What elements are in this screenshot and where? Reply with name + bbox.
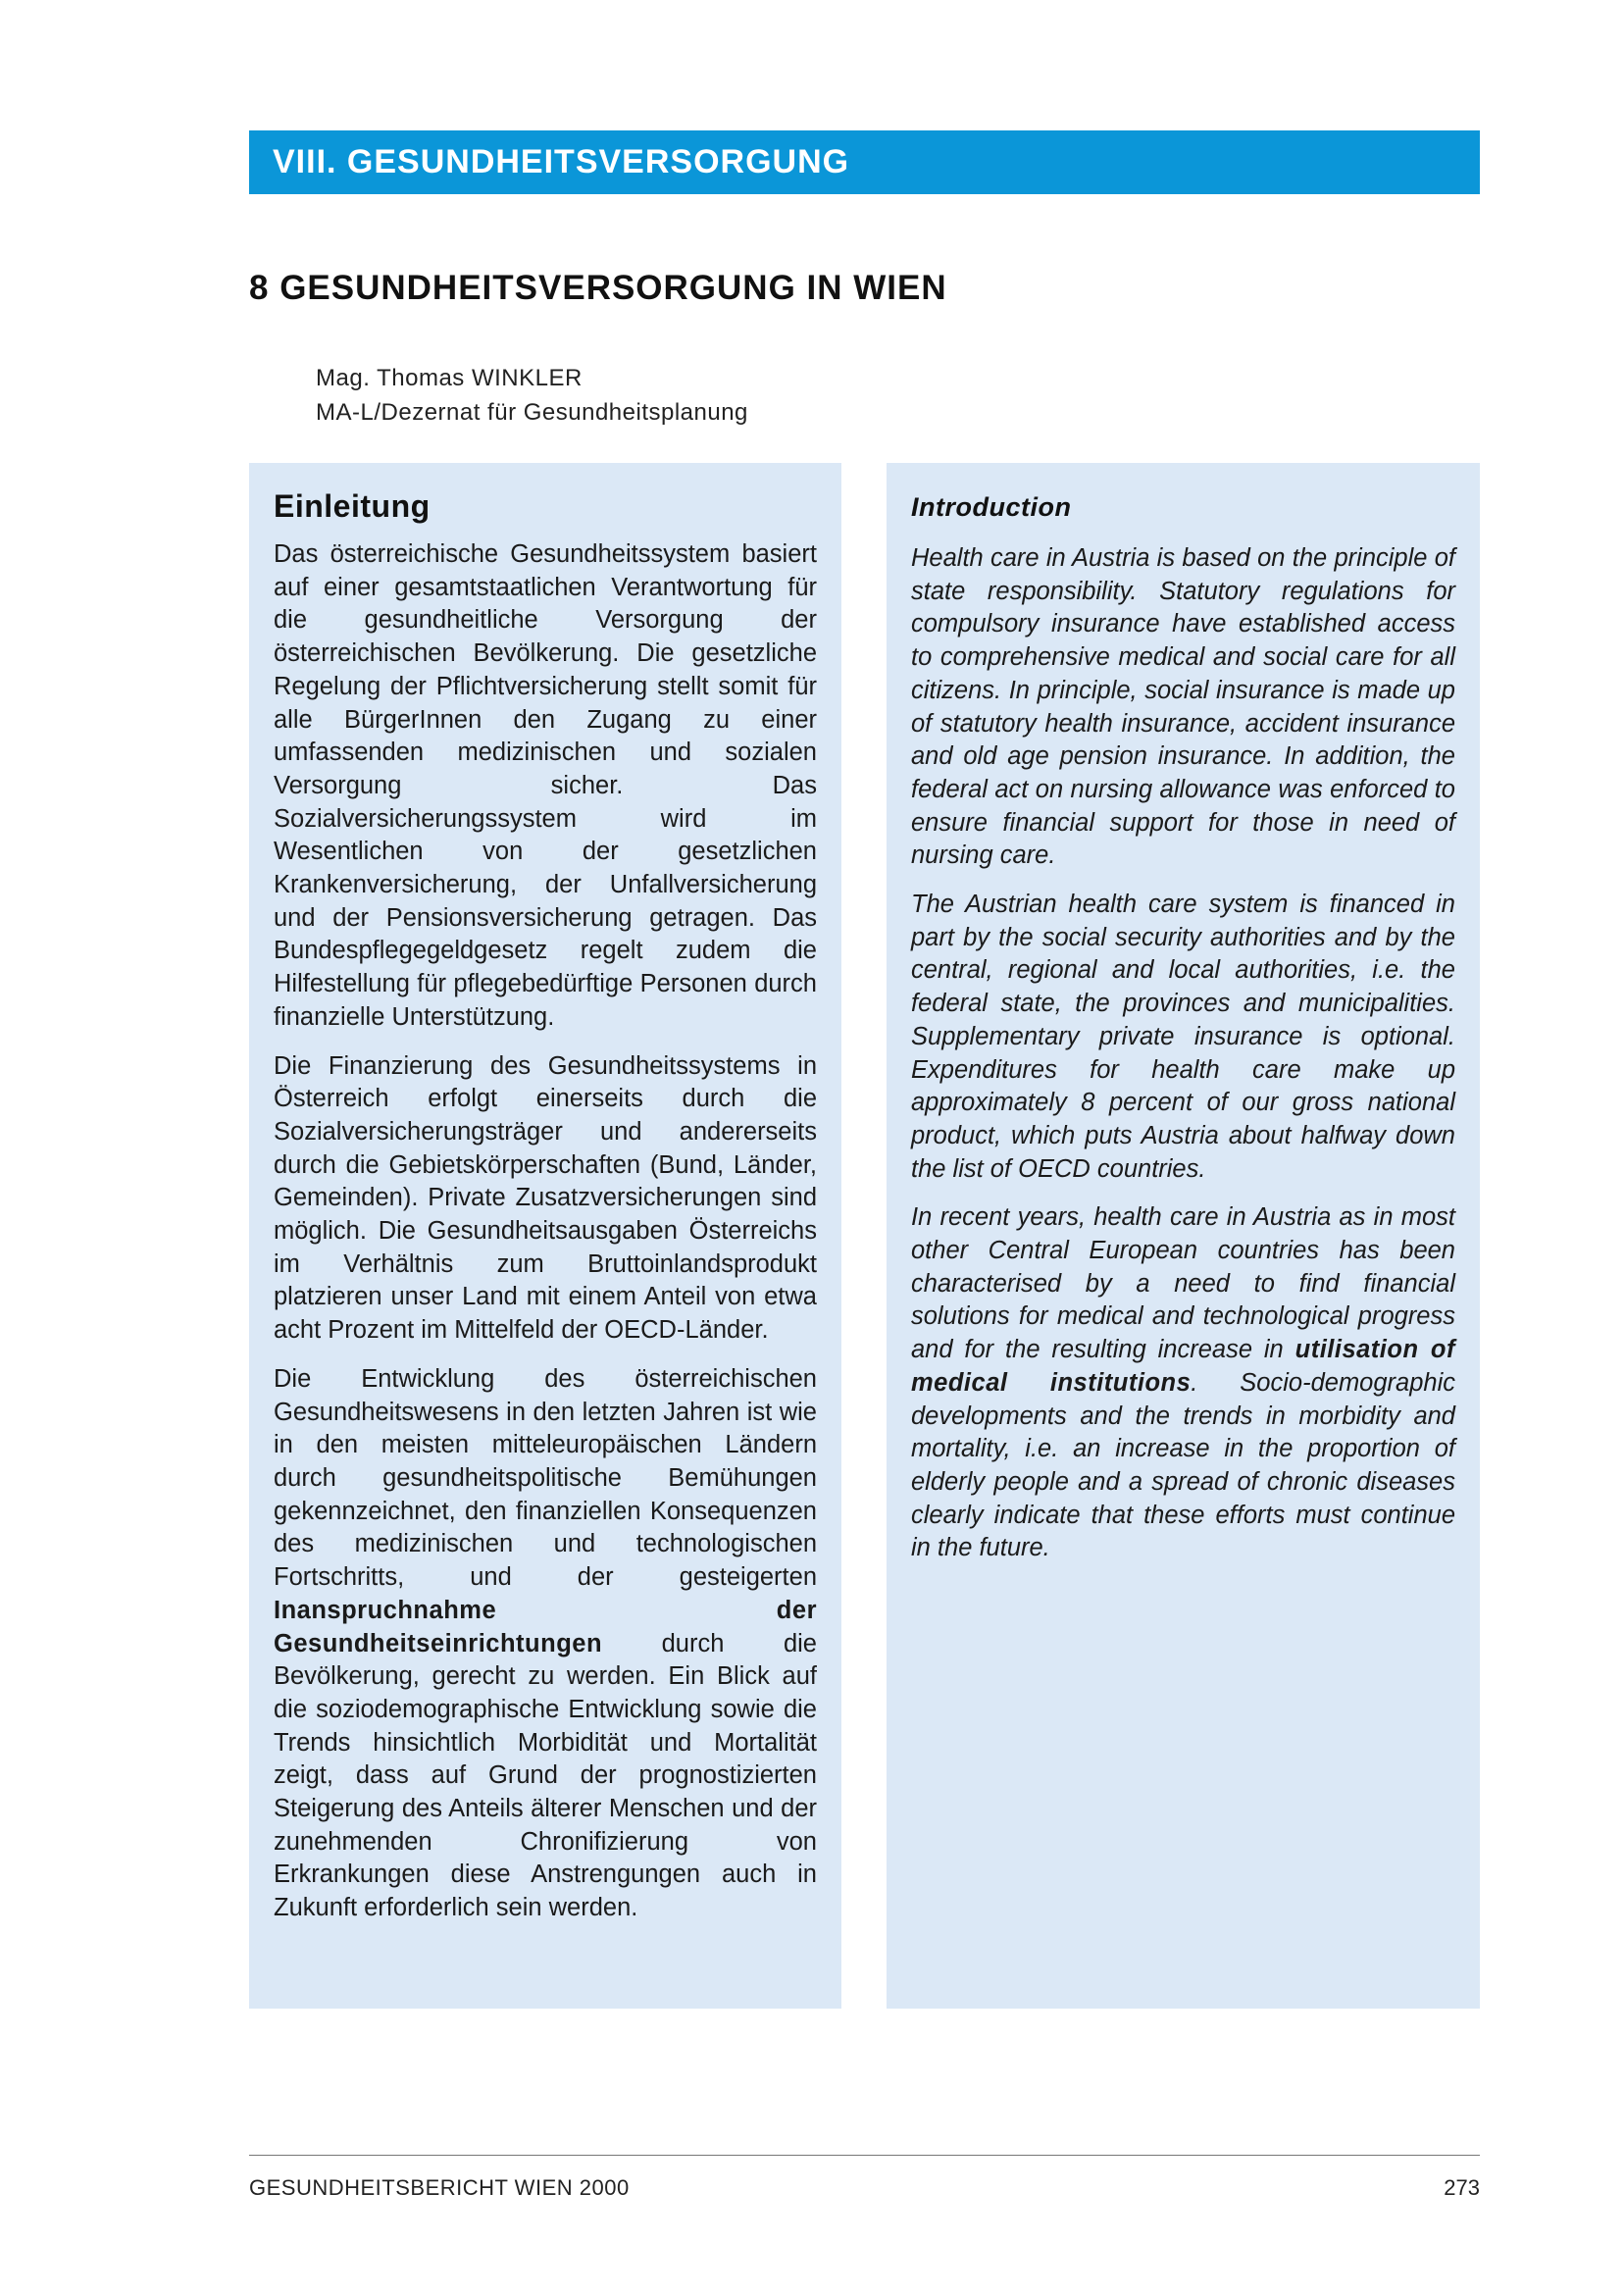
english-paragraph-2: The Austrian health care system is financed in part by the social security authorities and by the central, regional and local authorities, i.e. the federal state, the provinces and municipalities. Supplementary private insurance is optional. Expenditures for health care make up approximately 8 percent of our gross national product, which puts Austria about halfway down the list of OECD countries. xyxy=(911,891,1455,1183)
german-paragraph-1: Das österreichische Gesundheitssystem basiert auf einer gesamtstaatlichen Verantwortung für die gesundheitliche Versorgung der österreichischen Bevölkerung. Die gesetzliche Regelung der Pflichtversicherung stellt somit für alle BürgerInnen den Zugang zu einer umfassenden medizinischen und sozialen Versorgung sicher. Das Sozialversicherungssystem wird im Wesentlichen von der gesetzlichen Krankenversicherung, der Unfallversicherung und der Pensionsversicherung getragen. Das Bundespflegegeldgesetz regelt zudem die Hilfestellung für pflegebedürftige Personen durch finanzielle Unterstützung. xyxy=(274,540,817,1031)
chapter-title: VIII. GESUNDHEITSVERSORGUNG xyxy=(273,143,850,180)
english-heading: Introduction xyxy=(911,492,1072,522)
german-paragraph-3 xyxy=(274,1363,817,1925)
english-paragraph-3-end: . Socio-demographic developments and the trends in morbidity and mortality, i.e. an increase in the proportion of elderly people and a spread of chronic diseases clearly indicate that these efforts must continue in the future. xyxy=(911,1368,1456,1562)
english-column xyxy=(887,463,1480,2009)
german-paragraph-3-start: Die Entwicklung des österreichischen Gesundheitswesens in den letzten Jahren ist wie in den meisten mitteleuropäischen Ländern durch gesundheitspolitische Bemühungen gekennzeichnet, den finanziellen Konsequenzen des medizinischen und technologischen Fortschritts, und der gesteigerten xyxy=(274,1364,817,1592)
english-emphasis: utilisation of medical institutions xyxy=(911,1336,1455,1397)
german-emphasis: Inanspruchnahme der Gesundheitseinrichtungen xyxy=(274,1596,817,1657)
page-number: 273 xyxy=(1444,2175,1480,2200)
german-heading: Einleitung xyxy=(274,488,431,524)
section-title: 8 GESUNDHEITSVERSORGUNG IN WIEN xyxy=(249,269,947,307)
author-affiliation: MA-L/Dezernat für Gesundheitsplanung xyxy=(316,399,748,426)
german-paragraph-3-end: durch die Bevölkerung, gerecht zu werden. Ein Blick auf die soziodemographische Entwicklung sowie die Trends hinsichtlich Morbidität und Mortalität zeigt, dass auf Grund der prognostizierten Steigerung des Anteils älterer Menschen und der zunehmenden Chronifizierung von Erkrankungen diese Anstrengungen auch in Zukunft erforderlich sein werden. xyxy=(274,1629,817,1922)
footer-publication: GESUNDHEITSBERICHT WIEN 2000 xyxy=(249,2175,630,2200)
german-column xyxy=(249,463,841,2009)
chapter-header-bar xyxy=(249,130,1480,194)
german-paragraph-2: Die Finanzierung des Gesundheitssystems in Österreich erfolgt einerseits durch die Sozialversicherungsträger und andererseits durch die Gebietskörperschaften (Bund, Länder, Gemeinden). Private Zusatzversicherungen sind möglich. Die Gesundheitsausgaben Österreichs im Verhältnis zum Bruttoinlandsprodukt platzieren unser Land mit einem Anteil von etwa acht Prozent im Mittelfeld der OECD-Länder. xyxy=(274,1051,817,1345)
english-paragraph-3 xyxy=(911,1201,1455,1565)
english-paragraph-1: Health care in Austria is based on the principle of state responsibility. Statutory regulations for compulsory insurance have established access to comprehensive medical and social care for all citizens. In principle, social insurance is made up of statutory health insurance, accident insurance and old age pension insurance. In addition, the federal act on nursing allowance was enforced to ensure financial support for those in need of nursing care. xyxy=(911,544,1455,870)
author-block xyxy=(316,361,748,430)
english-paragraph-3-start: In recent years, health care in Austria as in most other Central European countries has been characterised by a need to find financial solutions for medical and technological progress and for the resulting increase in xyxy=(911,1203,1455,1364)
footer-divider xyxy=(249,2155,1480,2156)
author-name: Mag. Thomas WINKLER xyxy=(316,365,583,391)
